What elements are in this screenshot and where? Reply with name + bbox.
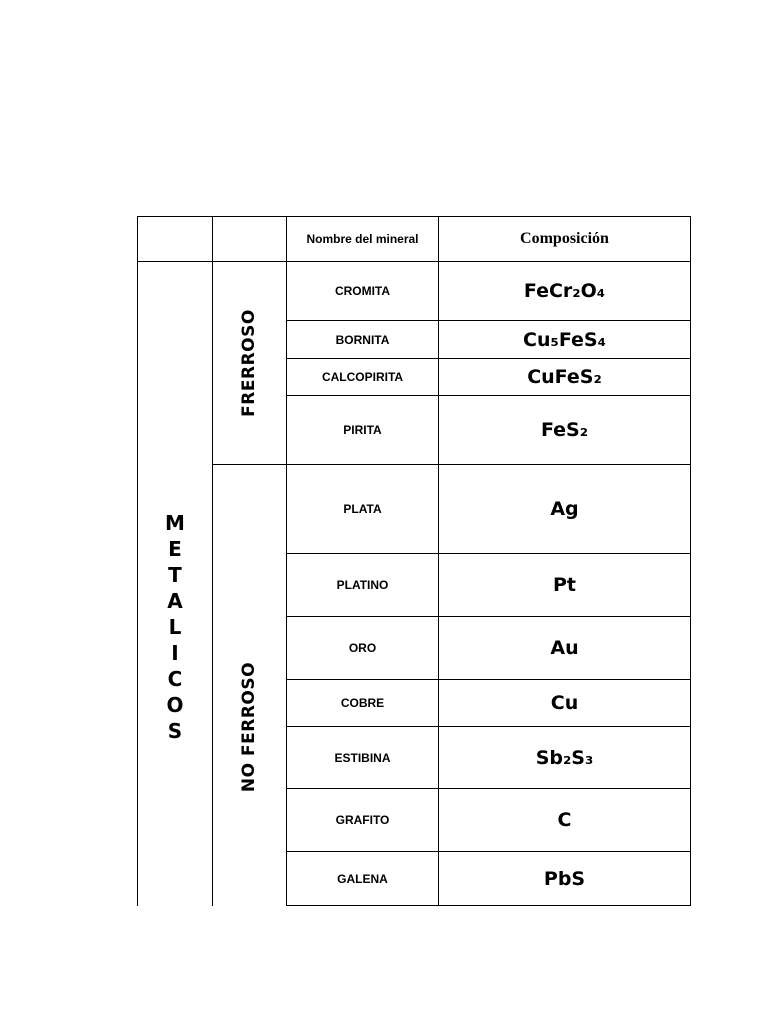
mineral-formula: PbS <box>543 867 586 890</box>
category-letter: E <box>168 537 182 561</box>
mineral-name: PLATA <box>343 502 382 516</box>
mineral-name: ORO <box>348 641 377 655</box>
formula-cell <box>439 359 690 395</box>
formula-cell <box>439 789 690 851</box>
formula-cell <box>439 727 690 788</box>
mineral-name: PIRITA <box>343 423 382 437</box>
mineral-cell <box>287 680 438 726</box>
mineral-formula: FeS₂ <box>540 419 589 441</box>
header-composition-label: Composición <box>520 230 609 247</box>
category-letter: A <box>167 589 183 613</box>
mineral-name: PLATINO <box>336 578 389 592</box>
mineral-formula: C <box>557 809 572 831</box>
mineral-name: COBRE <box>340 696 385 710</box>
mineral-formula: Cu₅FeS₄ <box>523 328 606 351</box>
mineral-formula: Sb₂S₃ <box>535 746 594 769</box>
formula-cell <box>439 680 690 726</box>
mineral-formula: Ag <box>550 498 579 520</box>
table-border-bottom <box>286 905 691 906</box>
category-letter: S <box>167 719 183 743</box>
category-letter: M <box>165 511 185 535</box>
mineral-cell <box>287 396 438 464</box>
header-cell-composition <box>439 217 690 261</box>
mineral-cell <box>287 617 438 679</box>
category-letter: L <box>168 615 182 639</box>
mineral-cell <box>287 321 438 358</box>
mineral-cell <box>287 554 438 616</box>
mineral-cell <box>287 262 438 320</box>
mineral-name: GRAFITO <box>335 813 390 827</box>
category-metalicos <box>138 510 212 744</box>
mineral-name: ESTIBINA <box>334 750 391 765</box>
formula-cell <box>439 396 690 464</box>
formula-cell <box>439 321 690 358</box>
mineral-cell <box>287 789 438 851</box>
category-letter: O <box>166 693 184 717</box>
mineral-formula: CuFeS₂ <box>527 366 602 388</box>
category-letter: I <box>171 641 179 665</box>
mineral-name: BORNITA <box>335 332 390 347</box>
formula-cell <box>439 262 690 320</box>
mineral-formula: Cu <box>550 692 579 714</box>
header-cell-blank-1 <box>138 217 212 261</box>
mineral-cell <box>287 727 438 788</box>
mineral-formula: FeCr₂O₄ <box>523 280 606 302</box>
mineral-name: GALENA <box>337 871 388 886</box>
mineral-cell <box>287 359 438 395</box>
header-mineral-name-label: Nombre del mineral <box>306 232 419 246</box>
formula-cell <box>439 852 690 905</box>
mineral-formula: Pt <box>552 574 576 596</box>
category-letter: C <box>167 667 183 691</box>
formula-cell <box>439 465 690 553</box>
column-divider-1 <box>212 216 213 906</box>
group-label-ferroso: FRERROSO <box>239 309 259 417</box>
formula-cell <box>439 617 690 679</box>
group-label-no-ferroso: NO FERROSO <box>239 661 259 793</box>
category-letter: T <box>168 563 182 587</box>
header-cell-blank-2 <box>213 217 286 261</box>
mineral-cell <box>287 852 438 905</box>
formula-cell <box>439 554 690 616</box>
mineral-cell <box>287 465 438 553</box>
header-cell-mineral-name <box>287 217 438 261</box>
mineral-name: CROMITA <box>334 284 391 298</box>
mineral-formula: Au <box>550 637 579 659</box>
mineral-name: CALCOPIRITA <box>321 370 404 384</box>
